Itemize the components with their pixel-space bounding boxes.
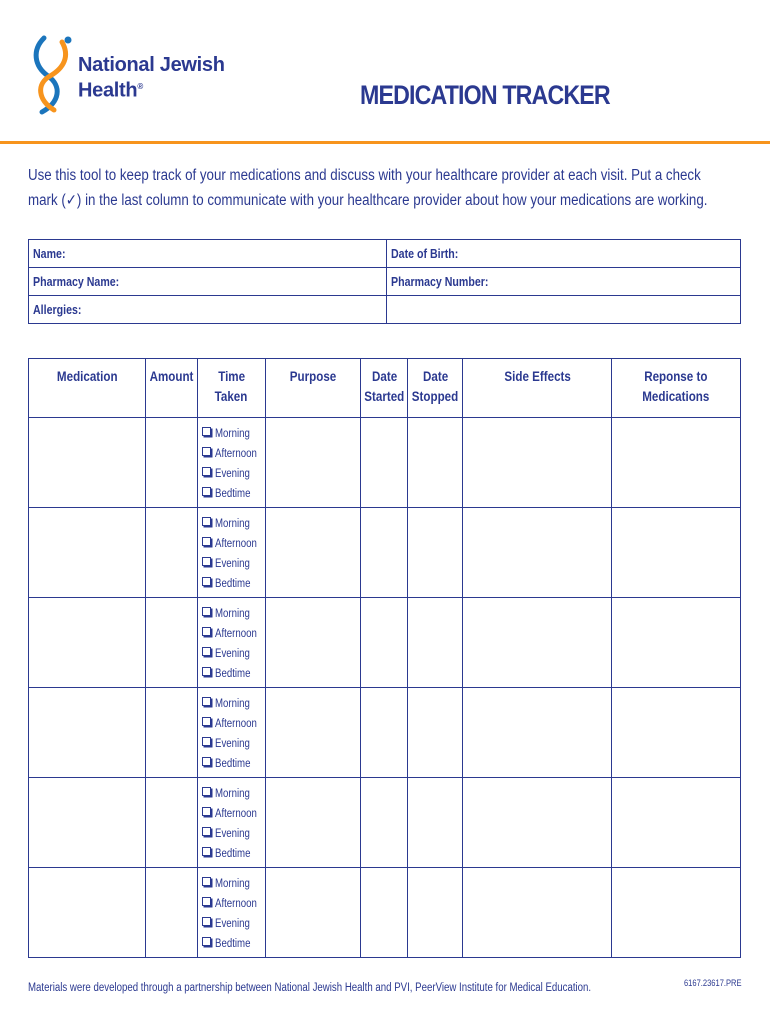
time-option[interactable] bbox=[202, 424, 265, 444]
checkbox-icon[interactable] bbox=[202, 667, 211, 676]
checkbox-icon[interactable] bbox=[202, 607, 211, 616]
medication-cell[interactable] bbox=[29, 598, 146, 688]
amount-cell[interactable] bbox=[146, 598, 198, 688]
time-option-label: Evening bbox=[215, 558, 250, 570]
col-date-stopped: Date Stopped bbox=[408, 359, 463, 418]
time-option-label: Morning bbox=[215, 428, 250, 440]
time-option[interactable] bbox=[202, 754, 265, 774]
time-taken-cell[interactable] bbox=[198, 778, 266, 868]
amount-cell[interactable] bbox=[146, 508, 198, 598]
time-option[interactable] bbox=[202, 734, 265, 754]
amount-cell[interactable] bbox=[146, 418, 198, 508]
time-taken-cell[interactable] bbox=[198, 418, 266, 508]
checkbox-icon[interactable] bbox=[202, 717, 211, 726]
date-started-cell[interactable] bbox=[360, 508, 408, 598]
medication-row bbox=[29, 868, 741, 958]
pharmacy-number-field[interactable] bbox=[387, 268, 741, 296]
checkbox-icon[interactable] bbox=[202, 427, 211, 436]
checkbox-icon[interactable] bbox=[202, 697, 211, 706]
medication-table-header bbox=[29, 359, 741, 418]
time-option[interactable] bbox=[202, 664, 265, 684]
date-stopped-cell[interactable] bbox=[408, 868, 463, 958]
time-option[interactable] bbox=[202, 444, 265, 464]
checkbox-icon[interactable] bbox=[202, 447, 211, 456]
allergies-field[interactable] bbox=[29, 296, 387, 324]
time-option[interactable] bbox=[202, 824, 265, 844]
time-option-label: Morning bbox=[215, 518, 250, 530]
response-cell[interactable] bbox=[612, 868, 741, 958]
national-jewish-health-logo bbox=[30, 32, 230, 116]
page-title: MEDICATION TRACKER bbox=[360, 80, 610, 110]
allergies-label: Allergies: bbox=[33, 302, 82, 317]
checkbox-icon[interactable] bbox=[202, 467, 211, 476]
checkbox-icon[interactable] bbox=[202, 577, 211, 586]
time-option[interactable] bbox=[202, 624, 265, 644]
name-label: Name: bbox=[33, 246, 66, 261]
amount-cell[interactable] bbox=[146, 778, 198, 868]
side-effects-cell[interactable] bbox=[463, 688, 612, 778]
response-cell[interactable] bbox=[612, 688, 741, 778]
date-stopped-cell[interactable] bbox=[408, 778, 463, 868]
date-started-cell[interactable] bbox=[360, 778, 408, 868]
col-medication: Medication bbox=[29, 359, 146, 418]
checkbox-icon[interactable] bbox=[202, 517, 211, 526]
time-option[interactable] bbox=[202, 914, 265, 934]
pharmacy-name-field[interactable] bbox=[29, 268, 387, 296]
checkbox-icon[interactable] bbox=[202, 757, 211, 766]
time-option[interactable] bbox=[202, 714, 265, 734]
response-cell[interactable] bbox=[612, 598, 741, 688]
logo-line-2: Health bbox=[78, 79, 138, 102]
time-taken-cell[interactable] bbox=[198, 598, 266, 688]
time-option-label: Morning bbox=[215, 878, 250, 890]
medication-cell[interactable] bbox=[29, 508, 146, 598]
time-option-label: Evening bbox=[215, 738, 250, 750]
date-stopped-cell[interactable] bbox=[408, 598, 463, 688]
checkbox-icon[interactable] bbox=[202, 917, 211, 926]
time-option-label: Evening bbox=[215, 468, 250, 480]
footer-note: Materials were developed through a partnership between National Jewish Health and PVI, PeerView Institute for Medical Education. bbox=[28, 982, 592, 994]
side-effects-cell[interactable] bbox=[463, 418, 612, 508]
time-taken-cell[interactable] bbox=[198, 868, 266, 958]
col-time-taken: Time Taken bbox=[198, 359, 266, 418]
purpose-cell[interactable] bbox=[265, 418, 360, 508]
purpose-cell[interactable] bbox=[265, 778, 360, 868]
time-taken-cell[interactable] bbox=[198, 508, 266, 598]
response-cell[interactable] bbox=[612, 778, 741, 868]
time-options bbox=[198, 508, 265, 594]
time-option[interactable] bbox=[202, 934, 265, 954]
checkbox-icon[interactable] bbox=[202, 627, 211, 636]
time-options bbox=[198, 598, 265, 684]
time-option[interactable] bbox=[202, 784, 265, 804]
logo-text bbox=[78, 54, 225, 102]
medication-cell[interactable] bbox=[29, 418, 146, 508]
checkbox-icon[interactable] bbox=[202, 787, 211, 796]
time-option-label: Morning bbox=[215, 608, 250, 620]
amount-cell[interactable] bbox=[146, 688, 198, 778]
checkbox-icon[interactable] bbox=[202, 487, 211, 496]
pharmacy-number-label: Pharmacy Number: bbox=[391, 274, 489, 289]
date-stopped-cell[interactable] bbox=[408, 688, 463, 778]
medication-row bbox=[29, 688, 741, 778]
col-side-effects: Side Effects bbox=[463, 359, 612, 418]
allergies-extra-field[interactable] bbox=[387, 296, 741, 324]
time-option[interactable] bbox=[202, 604, 265, 624]
dob-label: Date of Birth: bbox=[391, 246, 459, 261]
time-option[interactable] bbox=[202, 554, 265, 574]
response-cell[interactable] bbox=[612, 508, 741, 598]
time-option[interactable] bbox=[202, 484, 265, 504]
medication-row bbox=[29, 598, 741, 688]
medication-cell[interactable] bbox=[29, 688, 146, 778]
medication-cell[interactable] bbox=[29, 778, 146, 868]
time-option[interactable] bbox=[202, 894, 265, 914]
time-option-label: Afternoon bbox=[215, 718, 257, 730]
time-option-label: Afternoon bbox=[215, 898, 257, 910]
time-option-label: Afternoon bbox=[215, 808, 257, 820]
col-purpose: Purpose bbox=[265, 359, 360, 418]
time-options bbox=[198, 778, 265, 864]
time-option-label: Evening bbox=[215, 918, 250, 930]
checkbox-icon[interactable] bbox=[202, 937, 211, 946]
purpose-cell[interactable] bbox=[265, 508, 360, 598]
patient-info-table bbox=[28, 239, 741, 324]
date-stopped-cell[interactable] bbox=[408, 508, 463, 598]
time-option-label: Morning bbox=[215, 698, 250, 710]
time-option-label: Bedtime bbox=[215, 488, 251, 500]
time-option-label: Bedtime bbox=[215, 668, 251, 680]
time-option[interactable] bbox=[202, 514, 265, 534]
checkbox-icon[interactable] bbox=[202, 827, 211, 836]
response-cell[interactable] bbox=[612, 418, 741, 508]
time-option[interactable] bbox=[202, 644, 265, 664]
time-option-label: Afternoon bbox=[215, 628, 257, 640]
time-option[interactable] bbox=[202, 574, 265, 594]
time-option-label: Bedtime bbox=[215, 848, 251, 860]
intro-text: Use this tool to keep track of your medications and discuss with your healthcare provider at each visit. Put a check mark (✓) in the last column to communicate with your healthcare provider about how your medications are working. bbox=[28, 167, 708, 209]
checkbox-icon[interactable] bbox=[202, 897, 211, 906]
time-options bbox=[198, 688, 265, 774]
col-response: Reponse to Medications bbox=[612, 359, 741, 418]
time-options bbox=[198, 418, 265, 504]
medication-cell[interactable] bbox=[29, 868, 146, 958]
checkbox-icon[interactable] bbox=[202, 647, 211, 656]
amount-cell[interactable] bbox=[146, 868, 198, 958]
col-amount: Amount bbox=[146, 359, 198, 418]
time-option-label: Evening bbox=[215, 648, 250, 660]
purpose-cell[interactable] bbox=[265, 688, 360, 778]
medication-row bbox=[29, 778, 741, 868]
time-options bbox=[198, 868, 265, 954]
time-option[interactable] bbox=[202, 464, 265, 484]
side-effects-cell[interactable] bbox=[463, 868, 612, 958]
checkbox-icon[interactable] bbox=[202, 737, 211, 746]
time-option-label: Afternoon bbox=[215, 538, 257, 550]
medication-row bbox=[29, 508, 741, 598]
medication-row bbox=[29, 418, 741, 508]
purpose-cell[interactable] bbox=[265, 868, 360, 958]
time-option[interactable] bbox=[202, 874, 265, 894]
side-effects-cell[interactable] bbox=[463, 598, 612, 688]
time-option-label: Afternoon bbox=[215, 448, 257, 460]
side-effects-cell[interactable] bbox=[463, 508, 612, 598]
checkbox-icon[interactable] bbox=[202, 847, 211, 856]
date-stopped-cell[interactable] bbox=[408, 418, 463, 508]
time-option[interactable] bbox=[202, 694, 265, 714]
purpose-cell[interactable] bbox=[265, 598, 360, 688]
date-started-cell[interactable] bbox=[360, 598, 408, 688]
time-taken-cell[interactable] bbox=[198, 688, 266, 778]
document-code: 6167.23617.PRE bbox=[684, 978, 742, 988]
time-option-label: Morning bbox=[215, 788, 250, 800]
checkbox-icon[interactable] bbox=[202, 537, 211, 546]
checkbox-icon[interactable] bbox=[202, 877, 211, 886]
time-option[interactable] bbox=[202, 534, 265, 554]
side-effects-cell[interactable] bbox=[463, 778, 612, 868]
date-started-cell[interactable] bbox=[360, 688, 408, 778]
time-option-label: Bedtime bbox=[215, 758, 251, 770]
pharmacy-name-label: Pharmacy Name: bbox=[33, 274, 120, 289]
time-option-label: Evening bbox=[215, 828, 250, 840]
logo-registered-mark: ® bbox=[137, 82, 143, 91]
logo-line-1: National Jewish bbox=[78, 54, 225, 76]
logo-helix-icon bbox=[30, 32, 76, 116]
checkbox-icon[interactable] bbox=[202, 807, 211, 816]
medication-table bbox=[28, 358, 741, 958]
time-option-label: Bedtime bbox=[215, 938, 251, 950]
name-field[interactable] bbox=[29, 240, 387, 268]
dob-field[interactable] bbox=[387, 240, 741, 268]
checkbox-icon[interactable] bbox=[202, 557, 211, 566]
date-started-cell[interactable] bbox=[360, 868, 408, 958]
date-started-cell[interactable] bbox=[360, 418, 408, 508]
time-option[interactable] bbox=[202, 844, 265, 864]
time-option[interactable] bbox=[202, 804, 265, 824]
orange-divider bbox=[0, 141, 770, 144]
time-option-label: Bedtime bbox=[215, 578, 251, 590]
col-date-started: Date Started bbox=[360, 359, 408, 418]
